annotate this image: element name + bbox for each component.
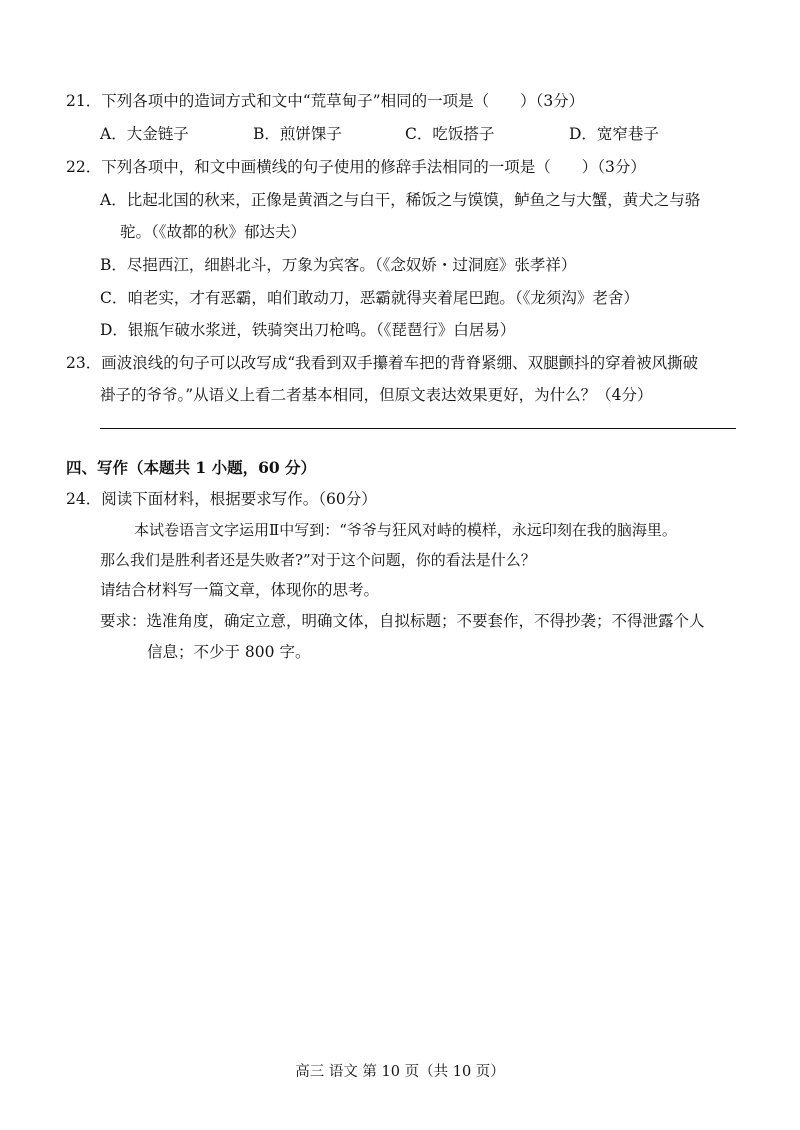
question-21-option-c: C．吃饭搭子	[405, 125, 495, 143]
material-line2: 那么我们是胜利者还是失败者?”对于这个问题，你的看法是什么？	[100, 551, 536, 569]
question-23-line2: 褂子的爷爷。”从语义上看二者基本相同，但原文表达效果更好，为什么？（4分）	[100, 386, 653, 404]
material-line1: 本试卷语言文字运用Ⅱ中写到：“爷爷与狂风对峙的模样，永远印刻在我的脑海里。	[134, 521, 677, 539]
question-24-stem: 24．阅读下面材料，根据要求写作。（60分）	[66, 490, 377, 508]
question-22-option-d: D．银瓶乍破水浆迸，铁骑突出刀枪鸣。（《琵琶行》白居易）	[100, 321, 516, 339]
page-footer: 高三 语文 第 10 页（共 10 页）	[295, 1064, 505, 1080]
question-22-option-a-line1: A．比起北国的秋来，正像是黄酒之与白干，稀饭之与馍馍，鲈鱼之与大蟹，黄犬之与骆	[100, 191, 701, 209]
question-21-stem: 21．下列各项中的造词方式和文中“荒草甸子”相同的一项是（ ）（3分）	[66, 92, 585, 110]
writing-requirements-line1: 要求：选准角度，确定立意，明确文体，自拟标题；不要套作，不得抄袭；不得泄露个人	[100, 612, 705, 630]
question-21-option-d: D．宽窄巷子	[569, 125, 659, 143]
question-22-option-c: C．咱老实，才有恶霸，咱们敢动刀，恶霸就得夹着尾巴跑。（《龙须沟》老舍）	[100, 289, 639, 307]
question-21-option-b: B．煎饼馃子	[253, 125, 342, 143]
question-23-line1: 23．画波浪线的句子可以改写成“我看到双手攥着车把的背脊紧绷、双腿颤抖的穿着被风撕破	[66, 354, 699, 372]
question-21-option-a: A．大金链子	[100, 125, 189, 143]
answer-line	[100, 428, 736, 429]
section-4-heading: 四、写作（本题共 1 小题，60 分）	[66, 458, 317, 477]
question-22-stem: 22．下列各项中，和文中画横线的句子使用的修辞手法相同的一项是（ ）（3分）	[66, 158, 646, 176]
writing-requirements-line2: 信息；不少于 800 字。	[147, 643, 311, 661]
writing-instruction: 请结合材料写一篇文章，体现你的思考。	[100, 581, 380, 599]
question-22-option-b: B．尽挹西江，细斟北斗，万象为宾客。（《念奴娇・过洞庭》张孝祥）	[100, 256, 577, 274]
question-22-option-a-line2: 驼。（《故都的秋》郁达夫）	[120, 223, 307, 241]
